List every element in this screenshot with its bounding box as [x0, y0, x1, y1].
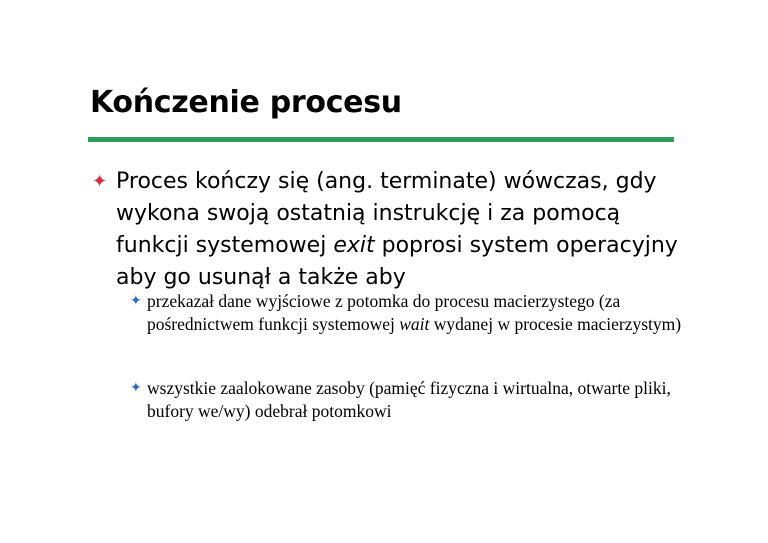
main-bullet-text-after: poprosi system operacyjny aby go usunął a także aby	[116, 233, 678, 290]
sub-bullet-1-text	[147, 290, 690, 336]
main-bullet-italic: exit	[333, 233, 375, 258]
sub-bullet-1-text-before: przekazał dane wyjściowe z potomka do procesu macierzystego (za pośrednictwem funkcji systemowej	[147, 291, 621, 334]
star-bullet-icon: ✦	[130, 381, 142, 396]
sub-bullet-1-italic: wait	[399, 314, 430, 334]
sub-bullet-2-text	[147, 377, 690, 423]
main-bullet-text	[116, 166, 692, 294]
star-bullet-icon: ✦	[92, 171, 108, 192]
main-bullet-text-before: Proces kończy się (ang. terminate) wówczas, gdy wykona swoją ostatnią instrukcję i za pomocą funkcji systemowej	[116, 169, 657, 258]
title-underline	[88, 137, 674, 142]
star-bullet-icon: ✦	[130, 294, 142, 309]
sub-bullet-1-text-after: wydanej w procesie macierzystym)	[429, 314, 682, 334]
slide-title: Kończenie procesu	[90, 85, 402, 120]
sub-bullet-2-text-before: wszystkie zaalokowane zasoby (pamięć fizyczna i wirtualna, otwarte pliki, bufory we/wy) odebrał potomkowi	[147, 378, 671, 421]
